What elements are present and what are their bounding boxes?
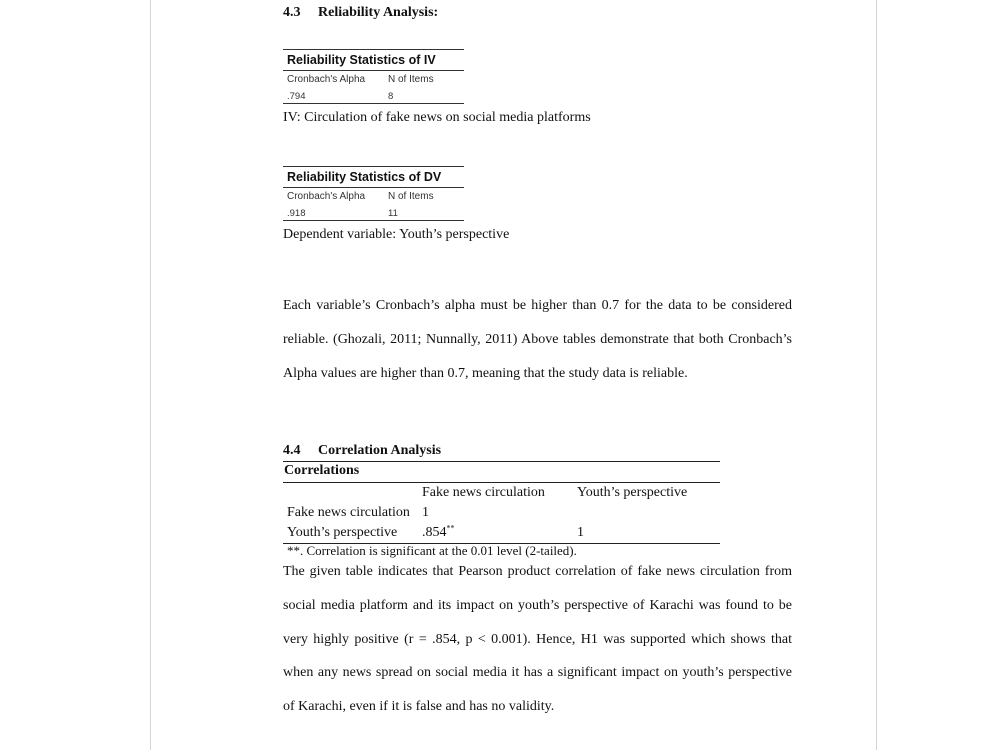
section-number: 4.3	[283, 5, 301, 20]
reliability-table-dv	[283, 166, 464, 221]
correlation-footnote: **. Correlation is significant at the 0.01 level (2-tailed).	[287, 543, 577, 558]
header-n-of-items: N of Items	[388, 191, 434, 202]
table-header-row	[283, 71, 464, 89]
iv-caption: IV: Circulation of fake news on social media platforms	[283, 110, 591, 125]
significance-marker: **	[446, 523, 455, 533]
correlation-value: .854	[422, 525, 447, 540]
table-row	[283, 89, 464, 103]
header-youth-perspective: Youth’s perspective	[577, 485, 688, 500]
correlations-table	[283, 461, 720, 544]
cell-value: 1	[577, 525, 584, 540]
alpha-value: .918	[287, 208, 306, 219]
section-title: Correlation Analysis	[318, 443, 442, 458]
section-number: 4.4	[283, 443, 301, 458]
alpha-value: .794	[287, 91, 306, 102]
section-title: Reliability Analysis:	[318, 5, 439, 20]
table-row	[283, 523, 720, 544]
header-cronbach-alpha: Cronbach's Alpha	[287, 191, 366, 202]
reliability-paragraph: Each variable’s Cronbach’s alpha must be higher than 0.7 for the data to be considered reliable. (Ghozali, 2011; Nunnally, 2011) Above tables demonstrate that both Cronbach’s Alpha values are higher than 0.7, meaning that the study data is reliable.	[283, 298, 792, 381]
row-label: Fake news circulation	[287, 505, 410, 520]
items-value: 8	[388, 91, 394, 102]
table-title: Reliability Statistics of IV	[283, 50, 464, 71]
section-heading-correlation	[283, 443, 441, 459]
cell-value	[422, 523, 455, 543]
table-header-row	[283, 483, 720, 503]
header-fake-news: Fake news circulation	[422, 485, 545, 500]
table-row	[283, 206, 464, 220]
cell-value: 1	[422, 505, 429, 520]
header-cronbach-alpha: Cronbach's Alpha	[287, 74, 366, 85]
header-n-of-items: N of Items	[388, 74, 434, 85]
dv-caption: Dependent variable: Youth’s perspective	[283, 227, 510, 242]
table-header-row	[283, 188, 464, 206]
correlation-paragraph: The given table indicates that Pearson product correlation of fake news circulation from social media platform and its impact on youth’s perspective of Karachi was found to be very highly positive (r = .854, p < 0.001). Hence, H1 was supported which shows that when any news spread on social media it has a significant impact on youth’s perspective of Karachi, even if it is false and has no validity.	[283, 564, 792, 715]
document-page	[150, 0, 877, 750]
row-label: Youth’s perspective	[287, 525, 398, 540]
items-value: 11	[388, 208, 398, 219]
reliability-table-iv	[283, 49, 464, 104]
table-title: Correlations	[283, 461, 720, 483]
table-row	[283, 503, 720, 523]
section-heading-reliability	[283, 5, 438, 21]
table-title: Reliability Statistics of DV	[283, 167, 464, 188]
